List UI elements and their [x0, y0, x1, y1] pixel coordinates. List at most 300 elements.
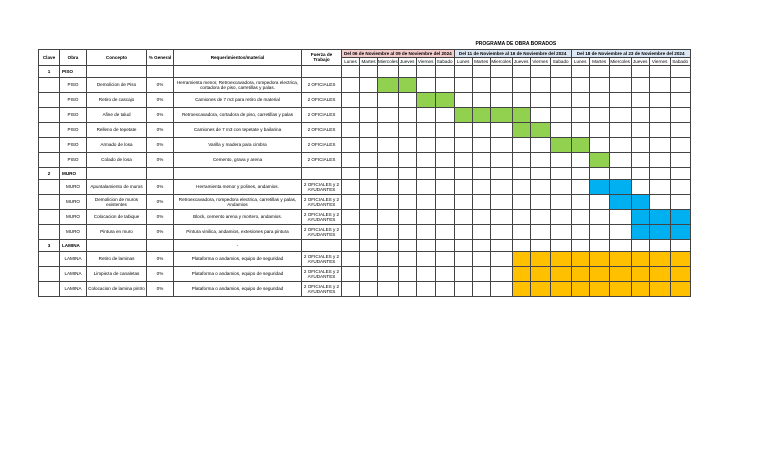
gantt-bar-cell: [631, 194, 649, 209]
day-cell: [360, 65, 378, 77]
row-obra: PISO: [60, 77, 87, 92]
day-cell: [342, 179, 360, 194]
row-requerimientos: Herramienta menor, Retroexcavadora, rompedora electrica, cortadora de piso, carretillas y palas.: [174, 77, 302, 92]
day-cell: [589, 107, 609, 122]
day-cell: [512, 152, 530, 167]
row-concepto: Afine de talud: [87, 107, 147, 122]
week-header: Del 06 de Noviembre al 09 de Noviembre del 2024: [342, 49, 455, 57]
row-requerimientos: Camiones de 7 m3 para retiro de material: [174, 92, 302, 107]
day-cell: [378, 122, 399, 137]
day-cell: [342, 92, 360, 107]
blank-cell: [39, 92, 60, 107]
day-cell: [416, 239, 435, 251]
row-obra: MURO: [60, 194, 87, 209]
day-cell: [609, 92, 631, 107]
row-fuerza: 2 OFICIALES: [302, 152, 342, 167]
gantt-bar-cell: [530, 281, 550, 296]
day-cell: [472, 152, 490, 167]
day-header: Viernes: [417, 58, 434, 64]
day-cell: [378, 194, 399, 209]
day-cell: [550, 107, 571, 122]
day-cell: [631, 152, 649, 167]
day-header: Martes: [589, 57, 609, 65]
day-cell: [609, 224, 631, 239]
day-cell: [360, 122, 378, 137]
day-cell: [472, 179, 490, 194]
day-cell: [342, 152, 360, 167]
row-pct: 0%: [147, 77, 174, 92]
day-cell: [454, 167, 472, 179]
gantt-bar-cell: [609, 281, 631, 296]
row-requerimientos: Cemento, grava y arena: [174, 152, 302, 167]
day-cell: [631, 239, 649, 251]
day-cell: [416, 152, 435, 167]
row-pct: 0%: [147, 122, 174, 137]
day-cell: [670, 107, 690, 122]
row-requerimientos: Plataforma o andamios, equipo de seguridad: [174, 266, 302, 281]
header-requerimientos: Requerimientos/material: [174, 49, 302, 65]
gantt-bar-cell: [649, 281, 670, 296]
day-cell: [416, 281, 435, 296]
day-cell: [670, 167, 690, 179]
row-fuerza: 2 OFICIALES y 2 AYUDANTES: [302, 179, 342, 194]
day-cell: [454, 179, 472, 194]
day-cell: [435, 239, 454, 251]
day-header: Sabado: [670, 57, 690, 65]
day-cell: [670, 137, 690, 152]
day-cell: [631, 92, 649, 107]
day-cell: [416, 266, 435, 281]
day-cell: [512, 92, 530, 107]
day-cell: [472, 251, 490, 266]
day-cell: [571, 209, 589, 224]
day-cell: [378, 266, 399, 281]
day-cell: [571, 179, 589, 194]
day-cell: [454, 266, 472, 281]
day-cell: [670, 152, 690, 167]
day-header: Sabado: [436, 58, 453, 64]
day-cell: [342, 167, 360, 179]
day-cell: [530, 167, 550, 179]
gantt-bar-cell: [454, 107, 472, 122]
day-cell: [571, 239, 589, 251]
day-cell: [454, 281, 472, 296]
day-header: Jueves: [399, 58, 415, 64]
day-cell: [454, 251, 472, 266]
day-cell: [342, 239, 360, 251]
row-obra: PISO: [60, 107, 87, 122]
day-cell: [416, 107, 435, 122]
header-clave: Clave: [39, 49, 60, 65]
table-row: [39, 77, 691, 92]
row-concepto: Retiro de laminas: [87, 251, 147, 266]
gantt-bar-cell: [631, 209, 649, 224]
table-row: [39, 152, 691, 167]
table-row: [39, 209, 691, 224]
day-cell: [378, 167, 399, 179]
day-cell: [398, 137, 416, 152]
gantt-bar-cell: [589, 281, 609, 296]
day-cell: [398, 65, 416, 77]
row-pct: 0%: [147, 92, 174, 107]
day-cell: [490, 92, 512, 107]
schedule-sheet: [38, 41, 691, 297]
day-cell: [342, 251, 360, 266]
row-obra: LAMINA: [60, 281, 87, 296]
day-cell: [490, 152, 512, 167]
blank-cell: [87, 41, 147, 49]
day-cell: [530, 77, 550, 92]
day-cell: [454, 77, 472, 92]
day-cell: [398, 92, 416, 107]
day-cell: [631, 122, 649, 137]
day-cell: [490, 137, 512, 152]
day-cell: [512, 194, 530, 209]
day-cell: [378, 65, 399, 77]
gantt-bar-cell: [670, 224, 690, 239]
day-cell: [670, 92, 690, 107]
blank-cell: [302, 167, 342, 179]
day-header: Sabado: [550, 57, 571, 65]
gantt-bar-cell: [649, 224, 670, 239]
row-concepto: Limpieza de canaletas: [87, 266, 147, 281]
blank-cell: [87, 167, 147, 179]
gantt-bar-cell: [512, 107, 530, 122]
gantt-bar-cell: [670, 266, 690, 281]
day-cell: [649, 92, 670, 107]
day-cell: [398, 122, 416, 137]
day-cell: [472, 194, 490, 209]
day-cell: [360, 251, 378, 266]
day-cell: [512, 137, 530, 152]
gantt-bar-cell: [649, 209, 670, 224]
table-row: [39, 107, 691, 122]
day-cell: [670, 77, 690, 92]
table-row: [39, 281, 691, 296]
day-cell: [378, 92, 399, 107]
table-row: [39, 224, 691, 239]
day-cell: [472, 224, 490, 239]
row-concepto: Colocacion de tabique: [87, 209, 147, 224]
day-cell: [360, 107, 378, 122]
blank-cell: [39, 194, 60, 209]
day-cell: [530, 194, 550, 209]
table-row: [39, 251, 691, 266]
day-cell: [571, 107, 589, 122]
day-cell: [454, 122, 472, 137]
row-concepto: Armado de losa: [87, 137, 147, 152]
day-cell: [342, 122, 360, 137]
day-cell: [490, 266, 512, 281]
day-cell: [530, 92, 550, 107]
day-cell: [398, 224, 416, 239]
day-cell: [360, 239, 378, 251]
gantt-bar-cell: [398, 77, 416, 92]
day-cell: [472, 122, 490, 137]
day-cell: [416, 251, 435, 266]
day-cell: [454, 92, 472, 107]
day-cell: [360, 194, 378, 209]
day-cell: [435, 224, 454, 239]
row-requerimientos: Varilla y madera para cimbra: [174, 137, 302, 152]
day-cell: [378, 224, 399, 239]
day-cell: [670, 122, 690, 137]
row-pct: 0%: [147, 194, 174, 209]
day-cell: [649, 107, 670, 122]
row-fuerza: 2 OFICIALES: [302, 107, 342, 122]
table-row: [39, 266, 691, 281]
gantt-bar-cell: [530, 251, 550, 266]
day-cell: [454, 239, 472, 251]
blank-cell: [302, 239, 342, 251]
gantt-bar-cell: [589, 251, 609, 266]
row-obra: MURO: [60, 209, 87, 224]
day-cell: [342, 281, 360, 296]
day-cell: [490, 179, 512, 194]
table-row: [39, 179, 691, 194]
gantt-bar-cell: [649, 266, 670, 281]
day-cell: [512, 224, 530, 239]
day-cell: [609, 137, 631, 152]
blank-cell: [87, 65, 147, 77]
day-cell: [649, 137, 670, 152]
row-obra: LAMINA: [60, 251, 87, 266]
day-cell: [435, 137, 454, 152]
row-pct: 0%: [147, 137, 174, 152]
blank-cell: [39, 281, 60, 296]
gantt-bar-cell: [631, 224, 649, 239]
day-cell: [435, 77, 454, 92]
day-cell: [472, 137, 490, 152]
day-cell: [360, 224, 378, 239]
week-header: Del 18 de Noviembre al 23 de Noviembre del 2024: [571, 49, 690, 57]
day-cell: [398, 107, 416, 122]
blank-cell: [39, 266, 60, 281]
row-obra: PISO: [60, 137, 87, 152]
day-cell: [530, 179, 550, 194]
gantt-bar-cell: [631, 266, 649, 281]
day-cell: [530, 152, 550, 167]
day-cell: [670, 194, 690, 209]
gantt-bar-cell: [571, 266, 589, 281]
day-cell: [631, 167, 649, 179]
day-cell: [609, 152, 631, 167]
day-cell: [571, 122, 589, 137]
day-header: Lunes: [454, 57, 472, 65]
day-cell: [589, 122, 609, 137]
day-cell: [670, 239, 690, 251]
gantt-bar-cell: [670, 281, 690, 296]
day-cell: [550, 239, 571, 251]
day-header: Viernes: [649, 57, 670, 65]
gantt-bar-cell: [571, 281, 589, 296]
gantt-bar-cell: [378, 77, 399, 92]
blank-cell: [39, 251, 60, 266]
gantt-bar-cell: [490, 107, 512, 122]
day-cell: [435, 179, 454, 194]
day-cell: [454, 224, 472, 239]
gantt-bar-cell: [609, 194, 631, 209]
day-cell: [670, 179, 690, 194]
day-cell: [530, 65, 550, 77]
row-pct: 0%: [147, 209, 174, 224]
gantt-bar-cell: [550, 137, 571, 152]
day-cell: [512, 65, 530, 77]
row-requerimientos: Pintura vinilica, andamios, extesiones para pintura: [174, 224, 302, 239]
day-header: Martes: [361, 58, 376, 64]
day-cell: [398, 167, 416, 179]
day-cell: [454, 194, 472, 209]
gantt-bar-cell: [512, 266, 530, 281]
blank-cell: [174, 41, 302, 49]
day-cell: [589, 239, 609, 251]
day-cell: [472, 77, 490, 92]
day-cell: [416, 179, 435, 194]
day-cell: [342, 65, 360, 77]
schedule-table: [38, 41, 691, 297]
row-fuerza: 2 OFICIALES: [302, 77, 342, 92]
blank-cell: [147, 41, 174, 49]
day-cell: [472, 92, 490, 107]
blank-cell: [39, 107, 60, 122]
day-header: Jueves: [513, 58, 529, 64]
day-cell: [360, 266, 378, 281]
day-cell: [416, 65, 435, 77]
gantt-bar-cell: [589, 152, 609, 167]
blank-cell: [39, 152, 60, 167]
day-header: Jueves: [632, 58, 648, 64]
day-cell: [631, 77, 649, 92]
section-name: LAMINA: [60, 239, 87, 251]
blank-cell: [39, 41, 60, 49]
day-cell: [378, 251, 399, 266]
blank-cell: [147, 65, 174, 77]
day-cell: [360, 77, 378, 92]
blank-cell: [147, 167, 174, 179]
day-cell: [435, 251, 454, 266]
day-cell: [631, 107, 649, 122]
day-cell: [454, 209, 472, 224]
header-pct: % General: [147, 49, 174, 65]
day-cell: [589, 137, 609, 152]
day-cell: [490, 167, 512, 179]
gantt-bar-cell: [512, 122, 530, 137]
day-header: Lunes: [342, 57, 360, 65]
day-cell: [631, 137, 649, 152]
day-cell: [342, 224, 360, 239]
day-cell: [398, 266, 416, 281]
day-cell: [416, 77, 435, 92]
day-cell: [631, 65, 649, 77]
sheet-title: PROGRAMA DE OBRA BORADOS: [475, 41, 557, 48]
day-cell: [589, 65, 609, 77]
header-fuerza: Fuerza de Trabajo: [302, 49, 342, 65]
day-cell: [512, 239, 530, 251]
day-cell: [490, 281, 512, 296]
gantt-bar-cell: [571, 251, 589, 266]
table-row: [39, 194, 691, 209]
day-cell: [571, 224, 589, 239]
day-cell: [472, 167, 490, 179]
day-header: Miercoles: [610, 58, 630, 64]
day-cell: [589, 194, 609, 209]
day-cell: [360, 179, 378, 194]
day-header: Miercoles: [491, 58, 511, 64]
row-fuerza: 2 OFICIALES y 2 AYUDANTES: [302, 194, 342, 209]
day-cell: [435, 122, 454, 137]
day-cell: [490, 251, 512, 266]
row-fuerza: 2 OFICIALES: [302, 137, 342, 152]
row-obra: PISO: [60, 122, 87, 137]
gantt-bar-cell: [530, 122, 550, 137]
row-fuerza: 2 OFICIALES: [302, 92, 342, 107]
row-obra: MURO: [60, 179, 87, 194]
gantt-bar-cell: [550, 281, 571, 296]
gantt-bar-cell: [609, 179, 631, 194]
day-cell: [472, 281, 490, 296]
row-fuerza: 2 OFICIALES y 2 AYUDANTES: [302, 281, 342, 296]
blank-cell: [60, 41, 87, 49]
day-cell: [454, 152, 472, 167]
day-cell: [550, 194, 571, 209]
day-cell: [416, 137, 435, 152]
day-cell: [571, 65, 589, 77]
gantt-bar-cell: [670, 209, 690, 224]
gantt-bar-cell: [571, 137, 589, 152]
blank-cell: [39, 122, 60, 137]
day-cell: [360, 281, 378, 296]
gantt-bar-cell: [670, 251, 690, 266]
row-requerimientos: Retroexcavadora, rompedora electrica, carretillas y palas, Andamios: [174, 194, 302, 209]
gantt-bar-cell: [649, 251, 670, 266]
row-pct: 0%: [147, 179, 174, 194]
day-header: Martes: [474, 58, 489, 64]
day-cell: [342, 77, 360, 92]
gantt-bar-cell: [416, 92, 435, 107]
blank-cell: [39, 77, 60, 92]
gantt-bar-cell: [435, 92, 454, 107]
day-header: Lunes: [571, 57, 589, 65]
section-name: PISO: [60, 65, 87, 77]
day-cell: [550, 122, 571, 137]
gantt-bar-cell: [512, 281, 530, 296]
day-cell: [416, 167, 435, 179]
day-cell: [589, 77, 609, 92]
day-cell: [589, 92, 609, 107]
day-cell: [342, 137, 360, 152]
gantt-bar-cell: [609, 251, 631, 266]
day-cell: [398, 152, 416, 167]
day-cell: [550, 77, 571, 92]
day-cell: [398, 281, 416, 296]
section-clave: 2: [39, 167, 60, 179]
blank-cell: [302, 41, 342, 49]
row-pct: 0%: [147, 152, 174, 167]
day-cell: [416, 194, 435, 209]
day-cell: [512, 209, 530, 224]
table-row: [39, 122, 691, 137]
section-clave: 3: [39, 239, 60, 251]
blank-cell: [39, 137, 60, 152]
section-note: [174, 167, 302, 179]
section-note: [174, 65, 302, 77]
day-cell: [609, 167, 631, 179]
day-cell: [378, 179, 399, 194]
header-concepto: Concepto: [87, 49, 147, 65]
row-fuerza: 2 OFICIALES: [302, 122, 342, 137]
day-cell: [530, 209, 550, 224]
day-cell: [435, 194, 454, 209]
